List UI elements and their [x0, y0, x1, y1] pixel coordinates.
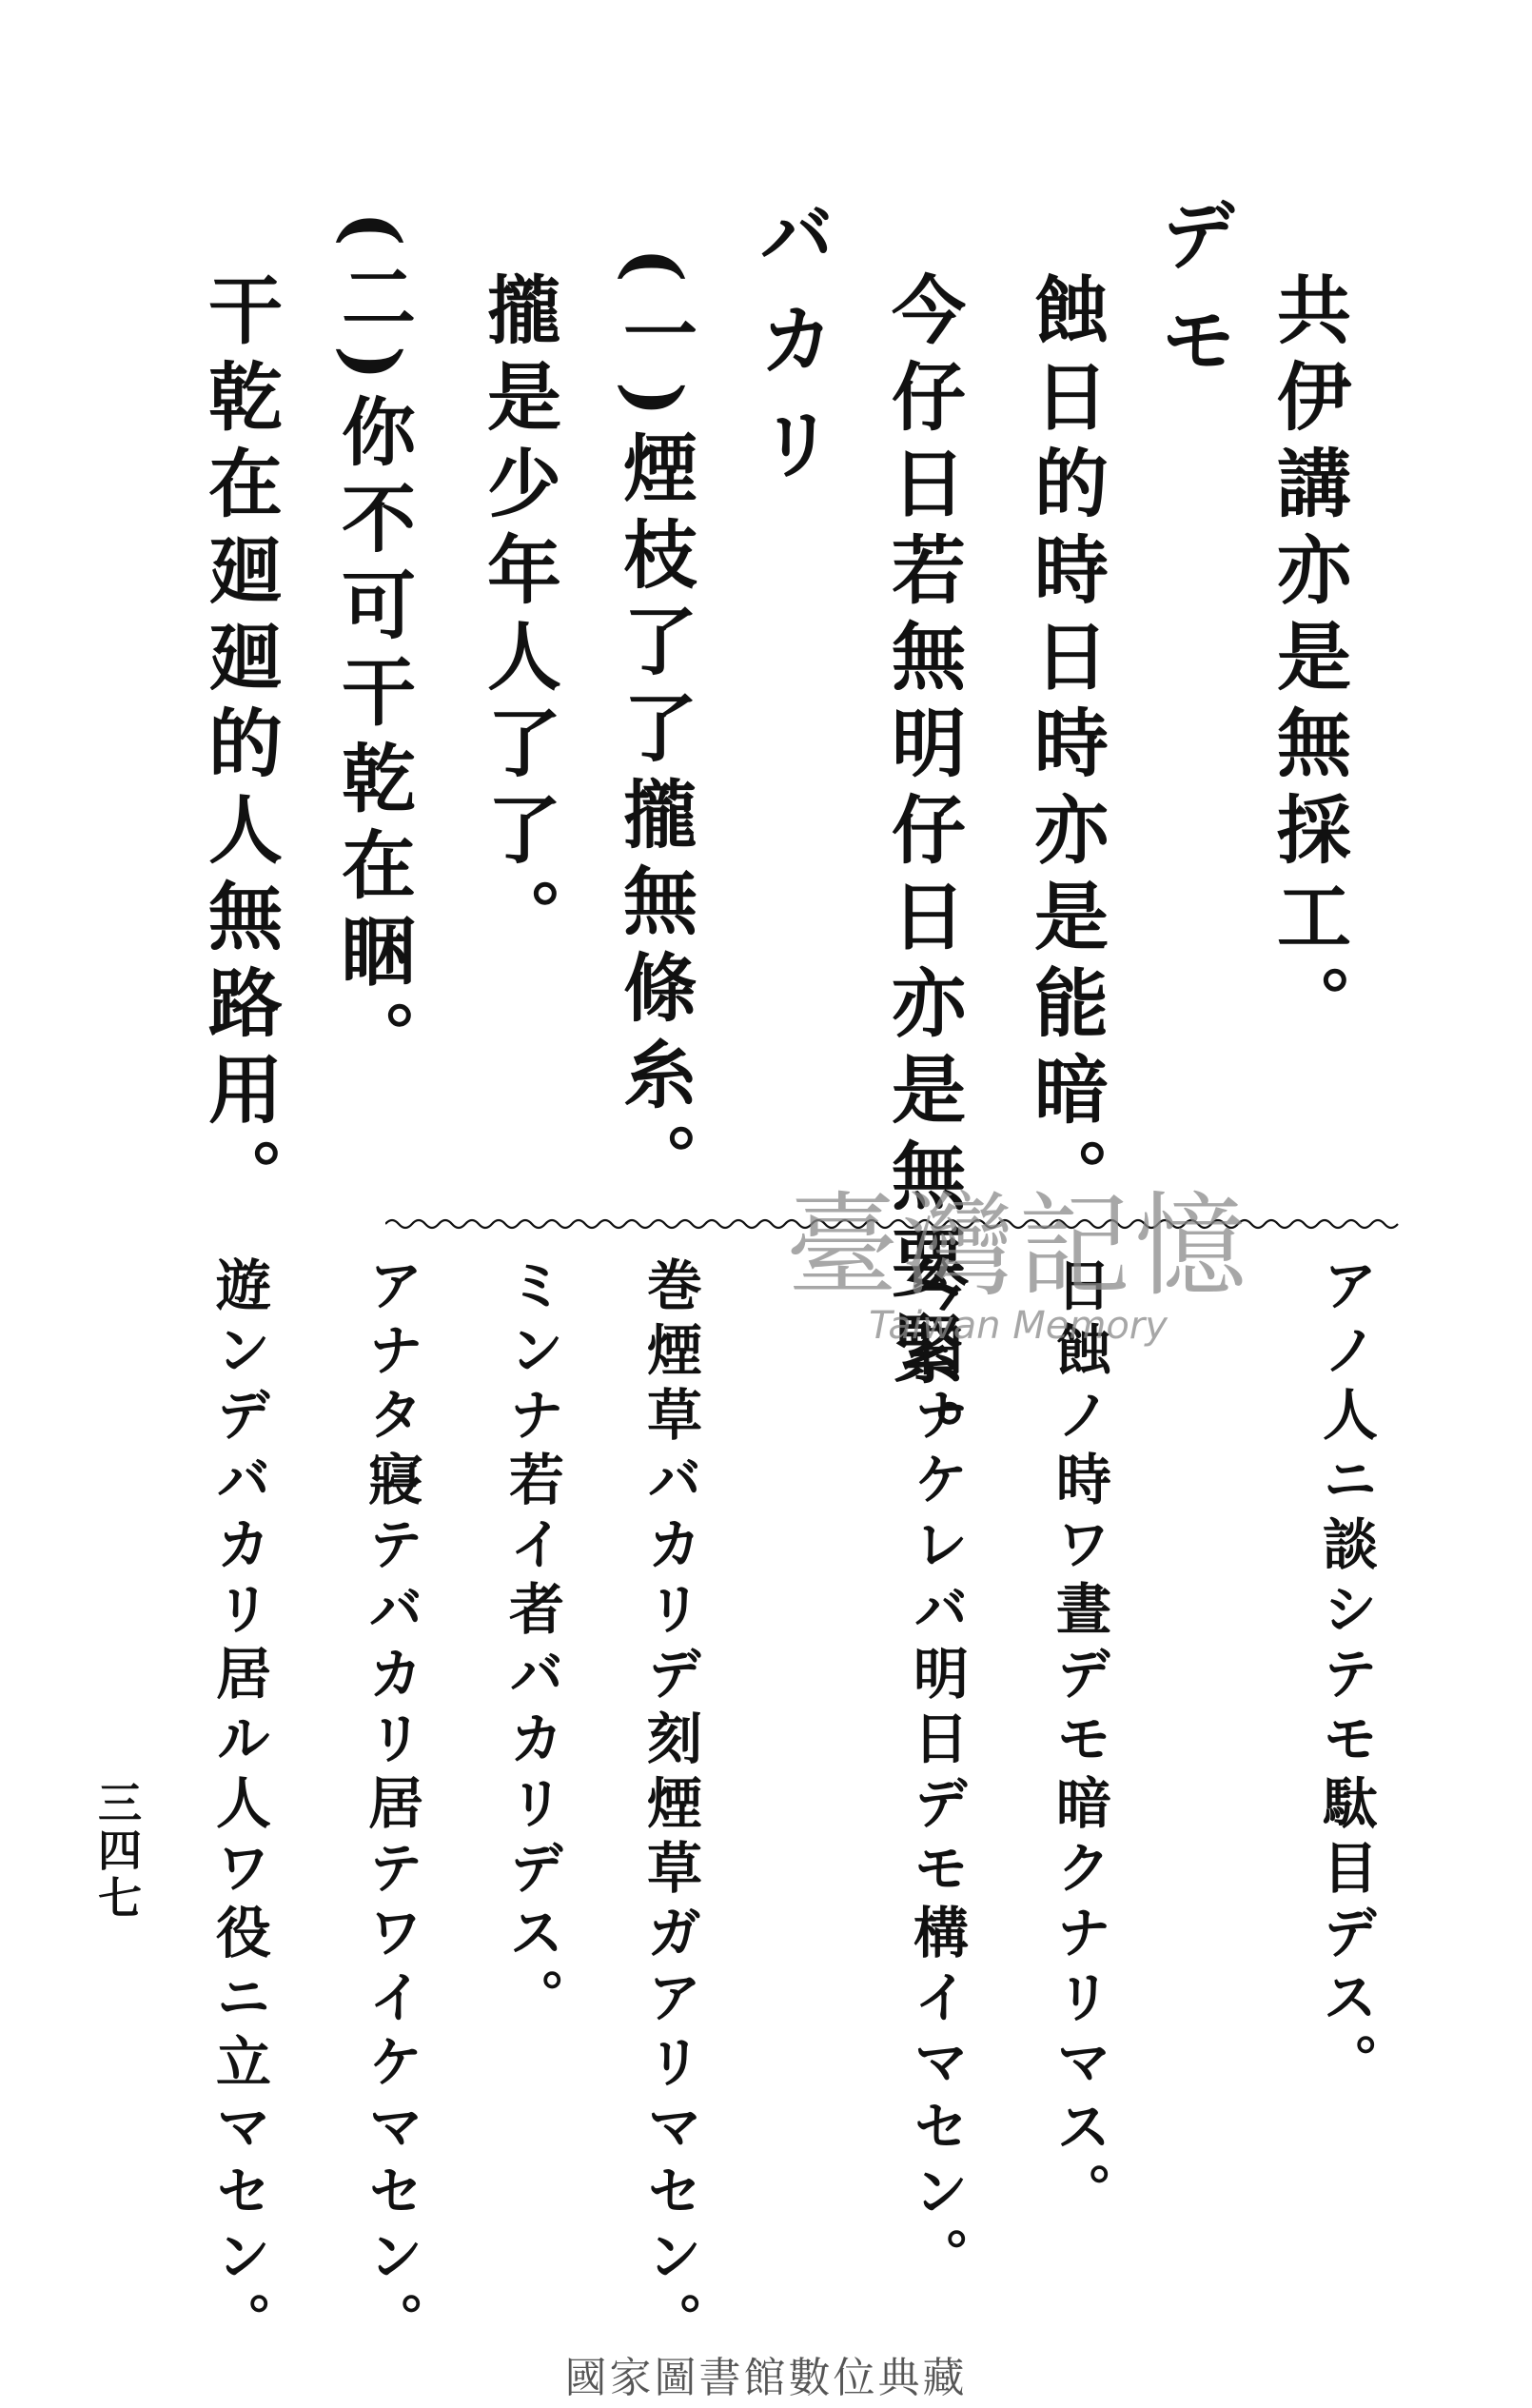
- japanese-column: アナタ寢テバカリ居テワイケマセン。: [359, 1256, 423, 2357]
- japanese-column: 日蝕ノ時ワ晝デモ暗クナリマス。: [1047, 1256, 1111, 2227]
- example-column: (二)你不可干乾在睏。: [329, 211, 416, 1086]
- sentence-column: 干乾在廻廻的人無路用。: [196, 271, 283, 1224]
- page-number: 三四七: [91, 1780, 143, 1923]
- footer-credit: 國家圖書館數位典藏: [564, 2354, 968, 2402]
- sentence-column: 蝕日的時日時亦是能暗。: [1022, 271, 1109, 1224]
- japanese-column: 巻煙草バカリデ刻煙草ガアリマセン。: [638, 1256, 702, 2357]
- japanese-column: 今日ナケレバ明日デモ構イマセン。: [904, 1256, 969, 2292]
- watermark: [761, 1180, 1275, 1380]
- sentence-column: 攏是少年人了了。: [475, 271, 561, 964]
- japanese-column: アノ人ニ談シテモ駄目デス。: [1313, 1256, 1378, 2098]
- sentence-column: 今仔日若無明仔日亦是無要緊。: [879, 271, 966, 1484]
- sentence-column: 共伊講亦是無採工。: [1265, 271, 1351, 1051]
- japanese-column: ミンナ若イ者バカリデス。: [500, 1256, 564, 2033]
- section-heading-bakari: バカリ: [746, 195, 835, 509]
- example-column: (一)煙枝了了攏無條糸。: [611, 247, 697, 1209]
- watermark-title: 臺灣記憶: [785, 1180, 1250, 1312]
- section-heading-demo: デモ: [1148, 195, 1236, 405]
- watermark-subtitle: Taiwan Memory: [869, 1304, 1168, 1348]
- japanese-column: 遊ンデバカリ居ル人ワ役ニ立マセン。: [206, 1256, 271, 2357]
